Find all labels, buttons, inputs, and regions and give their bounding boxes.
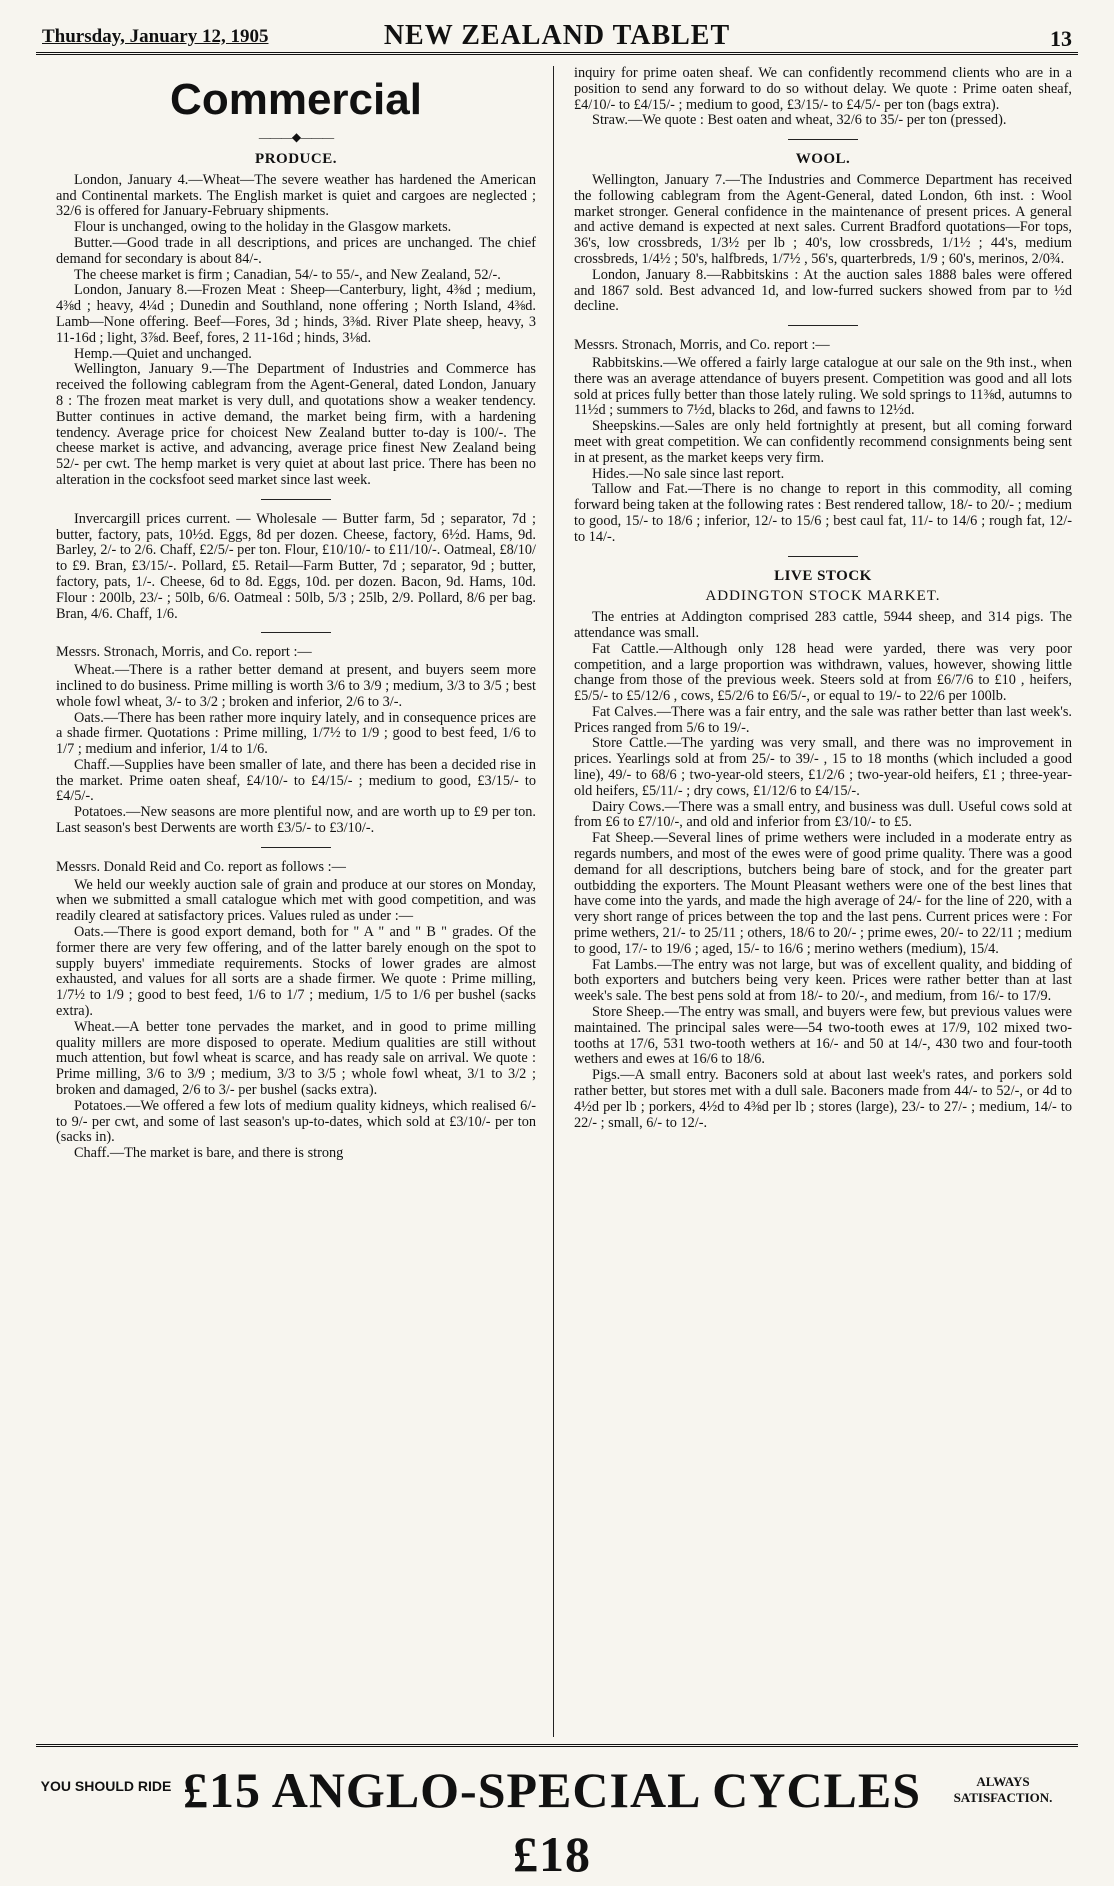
produce-paragraph: Wellington, January 9.—The Department of Industries and Commerce has received the following cablegram from the Agent-General, dated London, January 8 : The frozen meat market is very dull, and quotations show a weaker tendency. Butter continues in active demand, the market being firm, with a hardening tendency. Average price for choicest New Zealand butter to-day is 100/-. The cheese market is active, and advancing, average price finest New Zealand being 52/- per cwt. The hemp market is very quiet at about last price. There has been no alteration in the cocksfoot seed market since last week. bbox=[56, 361, 536, 488]
produce-paragraph: Butter.—Good trade in all descriptions, and prices are unchanged. The chief demand for secondary is about 84/-. bbox=[56, 234, 536, 267]
produce-paragraph: Flour is unchanged, owing to the holiday in the Glasgow markets. bbox=[74, 219, 452, 236]
reid-report-heading: Messrs. Donald Reid and Co. report as follows :— bbox=[56, 858, 346, 875]
stronach-paragraph: Chaff.—Supplies have been smaller of late, and there has been a decided rise in the market. Prime oaten sheaf, £4/10/- to £4/15/- ; medium to good, £3/15/- to £4/5/-. bbox=[56, 756, 536, 805]
footer-rule bbox=[36, 1744, 1078, 1747]
newspaper-title: NEW ZEALAND TABLET bbox=[383, 20, 731, 51]
stronach-paragraph: Potatoes.—New seasons are more plentiful now, and are worth up to £9 per ton. Last season's best Derwents are worth £3/5/- to £3/10/-. bbox=[56, 804, 536, 837]
reid-paragraph: We held our weekly auction sale of grain and produce at our stores on Monday, when we submitted a small catalogue which met with good competition, and was readily cleared at satisfactory prices. Values ruled as under :— bbox=[56, 876, 536, 925]
wool-paragraph: London, January 8.—Rabbitskins : At the auction sales 1888 bales were offered and 1867 sold. Best advanced 1d, and low-furred suckers showed from par to ½d decline. bbox=[574, 266, 1072, 315]
column-rule bbox=[553, 66, 554, 1737]
livestock-paragraph: Fat Calves.—There was a fair entry, and the sale was rather better than last week's. Prices ranged from 5/6 to 19/-. bbox=[574, 703, 1072, 736]
reid-paragraph: Oats.—There is good export demand, both for " A " and " B " grades. Of the former there are very few offering, and of the latter barely enough on the spot to supply buyers' immediate requirements. Stocks of lower grades are almost exhausted, and values for all sorts are a shade firmer. We quote : Prime milling, 1/7½ to 1/9 ; good to best feed, 1/6 to 1/7 ; medium, 1/5 to 1/6 per bushel (sacks extra). bbox=[56, 924, 536, 1020]
section-separator bbox=[261, 632, 331, 633]
section-separator bbox=[788, 556, 858, 557]
masthead bbox=[36, 18, 1078, 55]
stronach-wool-paragraph: Tallow and Fat.—There is no change to report in this commodity, all coming forward being taken at the following rates : Best rendered tallow, 18/- to 20/- ; medium to good, 15/- to 18/6 ; inferior, 12/- to 15/6 ; best caul fat, 11/- to 14/6 ; rough fat, 12/- to 14/-. bbox=[574, 481, 1072, 545]
stronach-wool-paragraph: Hides.—No sale since last report. bbox=[592, 465, 785, 482]
section-separator bbox=[261, 847, 331, 848]
stronach-wool-report-heading: Messrs. Stronach, Morris, and Co. report :— bbox=[574, 337, 830, 354]
wool-heading: WOOL. bbox=[795, 151, 851, 168]
straw-paragraph: Straw.—We quote : Best oaten and wheat, 32/6 to 35/- per ton (pressed). bbox=[592, 112, 1007, 129]
stronach-report-heading: Messrs. Stronach, Morris, and Co. report :— bbox=[56, 644, 312, 661]
issue-date: Thursday, January 12, 1905 bbox=[42, 26, 269, 47]
section-separator bbox=[788, 325, 858, 326]
page-number: 13 bbox=[1050, 26, 1072, 51]
stronach-paragraph: Wheat.—There is a rather better demand at present, and buyers seem more inclined to do business. Prime milling is worth 3/6 to 3/9 ; medium, 3/3 to 3/5 ; best whole fowl wheat, 3/- to 3/2 ; broken and inferior, 2/6 to 3/-. bbox=[56, 662, 536, 710]
left-column bbox=[56, 66, 536, 1737]
livestock-paragraph: The entries at Addington comprised 283 cattle, 5944 sheep, and 314 pigs. The attendance was small. bbox=[574, 609, 1072, 641]
invercargill-prices: Invercargill prices current. — Wholesale — Butter farm, 5d ; separator, 7d ; butter, factory, pats, 10½d. Eggs, 8d per dozen. Cheese, factory, 6½d. Hams, 9d. Barley, 2/- to 2/6. Chaff, £2/5/- per ton. Flour, £10/10/- to £11/10/-. Oatmeal, £8/10/ to £9. Bran, £3/15/-. Pollard, £5. Retail—Farm Butter, 7d ; separator, 9d ; butter, factory, pats, 1/-. Cheese, 6d to 8d. Eggs, 10d. per dozen. Bacon, 9d. Hams, 10d. Flour : 200lb, 23/- ; 50lb, 6/6. Oatmeal : 50lb, 5/3 ; 25lb, 2/9. Pollard, 8/6 per bag. Bran, 4/6. Chaff, 1/6. bbox=[56, 510, 536, 622]
livestock-paragraph: Fat Lambs.—The entry was not large, but was of excellent quality, and bidding of both exporters and butchers being very keen. Prices were rather better than at last week's sale. The best pens sold at from 18/- to 20/-, and medium, from 16/- to 17/9. bbox=[574, 956, 1072, 1005]
addington-heading: ADDINGTON STOCK MARKET. bbox=[705, 588, 941, 605]
ad-left-text: YOU SHOULD RIDE bbox=[40, 1778, 172, 1794]
right-column bbox=[574, 66, 1072, 1737]
livestock-paragraph: Fat Sheep.—Several lines of prime wethers were included in a moderate entry as regards numbers, and most of the ewes were of good prime quality. There was a good demand for all descriptions, butchers being bare of stock, and for the greater part outbidding the exporters. The Mount Pleasant wethers were one of the best lines that have come into the yards, and made the high average of 24/- for the line of 220, with a very short range of prices between the top and the last pens. Current prices were : For prime wethers, 21/- to 25/11 ; others, 18/6 to 20/- ; prime ewes, 20/- to 22/11 ; medium to good, 17/- to 19/6 ; aged, 15/- to 16/6 ; merino wethers (medium), 15/4. bbox=[574, 830, 1072, 957]
produce-paragraph: Hemp.—Quiet and unchanged. bbox=[74, 345, 252, 362]
reid-paragraph: Potatoes.—We offered a few lots of medium quality kidneys, which realised 6/- to 9/- per cwt, and some of last season's up-to-dates, which sold at £3/10/- per ton (sacks in). bbox=[56, 1097, 536, 1146]
produce-paragraph: London, January 4.—Wheat—The severe weather has hardened the American and Continental markets. The English market is quiet and cargoes are neglected ; 32/6 is offered for January-February shipments. bbox=[56, 171, 536, 220]
livestock-paragraph: Store Sheep.—The entry was small, and buyers were few, but previous values were maintained. The principal sales were—54 two-tooth ewes at 17/9, 102 mixed two-tooths at 17/6, 531 two-tooth wethers at 16/- and 50 at 14/-, 430 two and four-tooth wethers and ewes at 16/6 to 18/6. bbox=[574, 1004, 1072, 1068]
section-title: Commercial bbox=[170, 75, 422, 124]
produce-paragraph: London, January 8.—Frozen Meat : Sheep—Canterbury, light, 4⅜d ; medium, 4⅜d ; heavy, 4¼d ; Dunedin and Southland, none offering ; North Island, 4⅜d. Lamb—None offering. Beef—Fores, 3d ; hinds, 3⅜d. River Plate sheep, heavy, 3 11-16d ; light, 3⅞d. Beef, fores, 2 11-16d ; hinds, 3⅛d. bbox=[56, 282, 536, 346]
livestock-paragraph: Dairy Cows.—There was a small entry, and business was dull. Useful cows sold at from £6 to £7/10/-, and old and inferior from £3/10/- to £5. bbox=[574, 798, 1072, 831]
stronach-wool-paragraph: Rabbitskins.—We offered a fairly large catalogue at our sale on the 9th inst., when there was an average attendance of buyers present. Competition was good and all lots sold at prices fully better than those lately ruling. We sold springs to 11⅜d, autumns to 11½d ; summers to 7½d, blacks to 26d, and fawns to 12½d. bbox=[574, 354, 1072, 419]
livestock-paragraph: Store Cattle.—The yarding was very small, and there was no improvement in prices. Yearlings sold at from 25/- to 39/- , 15 to 18 months (which included a good line), 49/- to 68/6 ; two-year-old steers, £1/2/6 ; two-year-old heifers, £1 ; three-year-old heifers, £5/11/- ; dry cows, £1/12/6 to £4/15/-. bbox=[574, 735, 1072, 799]
livestock-paragraph: Fat Cattle.—Although only 128 head were yarded, there was very poor competition, and a large proportion was withdrawn, values, however, showing little change from those of the previous week. Steers sold at from £6/7/6 to £10 , heifers, £5/5/- to £5/12/6 , cows, £5/2/6 to £6/5/-, or equal to 19/- to 22/6 per 100lb. bbox=[574, 640, 1072, 705]
ad-right-text: ALWAYS SATISFACTION. bbox=[953, 1774, 1053, 1805]
produce-heading: PRODUCE. bbox=[255, 151, 337, 167]
stronach-wool-paragraph: Sheepskins.—Sales are only held fortnightly at present, but all coming forward meet with great competition. We can confidently recommend consignments being sent in at present, as the market keeps very firm. bbox=[574, 418, 1072, 466]
livestock-heading: LIVE STOCK bbox=[774, 567, 872, 584]
reid-paragraph: Wheat.—A better tone pervades the market, and in good to prime milling quality millers are more disposed to operate. Medium qualities are still without much attention, but fowl wheat is scarce, and has ready sale on arrival. We quote : Prime milling, 3/6 to 3/9 ; medium, 3/3 to 3/5 ; whole fowl wheat, 3/1 to 3/2 ; broken and damaged, 2/6 to 3/- per bushel (sacks extra). bbox=[56, 1018, 536, 1099]
ad-main-text: £15 ANGLO-SPECIAL CYCLES £18 bbox=[182, 1762, 922, 1882]
stronach-paragraph: Oats.—There has been rather more inquiry lately, and in consequence prices are a shade firmer. Quotations : Prime milling, 1/7½ to 1/9 ; good to best feed, 1/6 to 1/7 ; medium and inferior, 1/4 to 1/6. bbox=[56, 709, 536, 758]
produce-paragraph: The cheese market is firm ; Canadian, 54/- to 55/-, and New Zealand, 52/-. bbox=[74, 266, 501, 283]
ornament-divider: ———◆——— bbox=[258, 130, 334, 144]
cycle-advertisement bbox=[36, 1758, 1078, 1882]
section-separator bbox=[261, 499, 331, 500]
chaff-continued: inquiry for prime oaten sheaf. We can confidently recommend clients who are in a position to send any forward to do so without delay. We quote : Prime oaten sheaf, £4/10/- to £4/15/- ; medium to good, £3/15/- to £4/5/- per ton (bags extra). bbox=[574, 66, 1072, 113]
reid-paragraph: Chaff.—The market is bare, and there is strong bbox=[74, 1145, 344, 1162]
livestock-paragraph: Pigs.—A small entry. Baconers sold at about last week's rates, and porkers sold rather better, but stores met with a dull sale. Baconers made from 44/- to 52/-, or 4d to 4½d per lb ; porkers, 4½d to 4⅜d per lb ; stores (large), 23/- to 27/- ; medium, 14/- to 22/- ; small, 6/- to 12/-. bbox=[574, 1067, 1072, 1131]
wool-paragraph: Wellington, January 7.—The Industries and Commerce Department has received the following cablegram from the Agent-General, dated London, 6th inst. : Wool market stronger. General confidence in the maintenance of present prices. A general and active demand is expected at next sales. Current Bradford quotations—For tops, 36's, low crossbreds, 1/3½ per lb ; 40's, low crossbreds, 1/1½ ; 44's, medium crossbreds, 1/4½ ; 50's, halfbreds, 1/7½ , 56's, quarterbreds, 1/9 ; 60's, merinos, 2/0¾. bbox=[574, 171, 1072, 267]
section-separator bbox=[788, 139, 858, 140]
